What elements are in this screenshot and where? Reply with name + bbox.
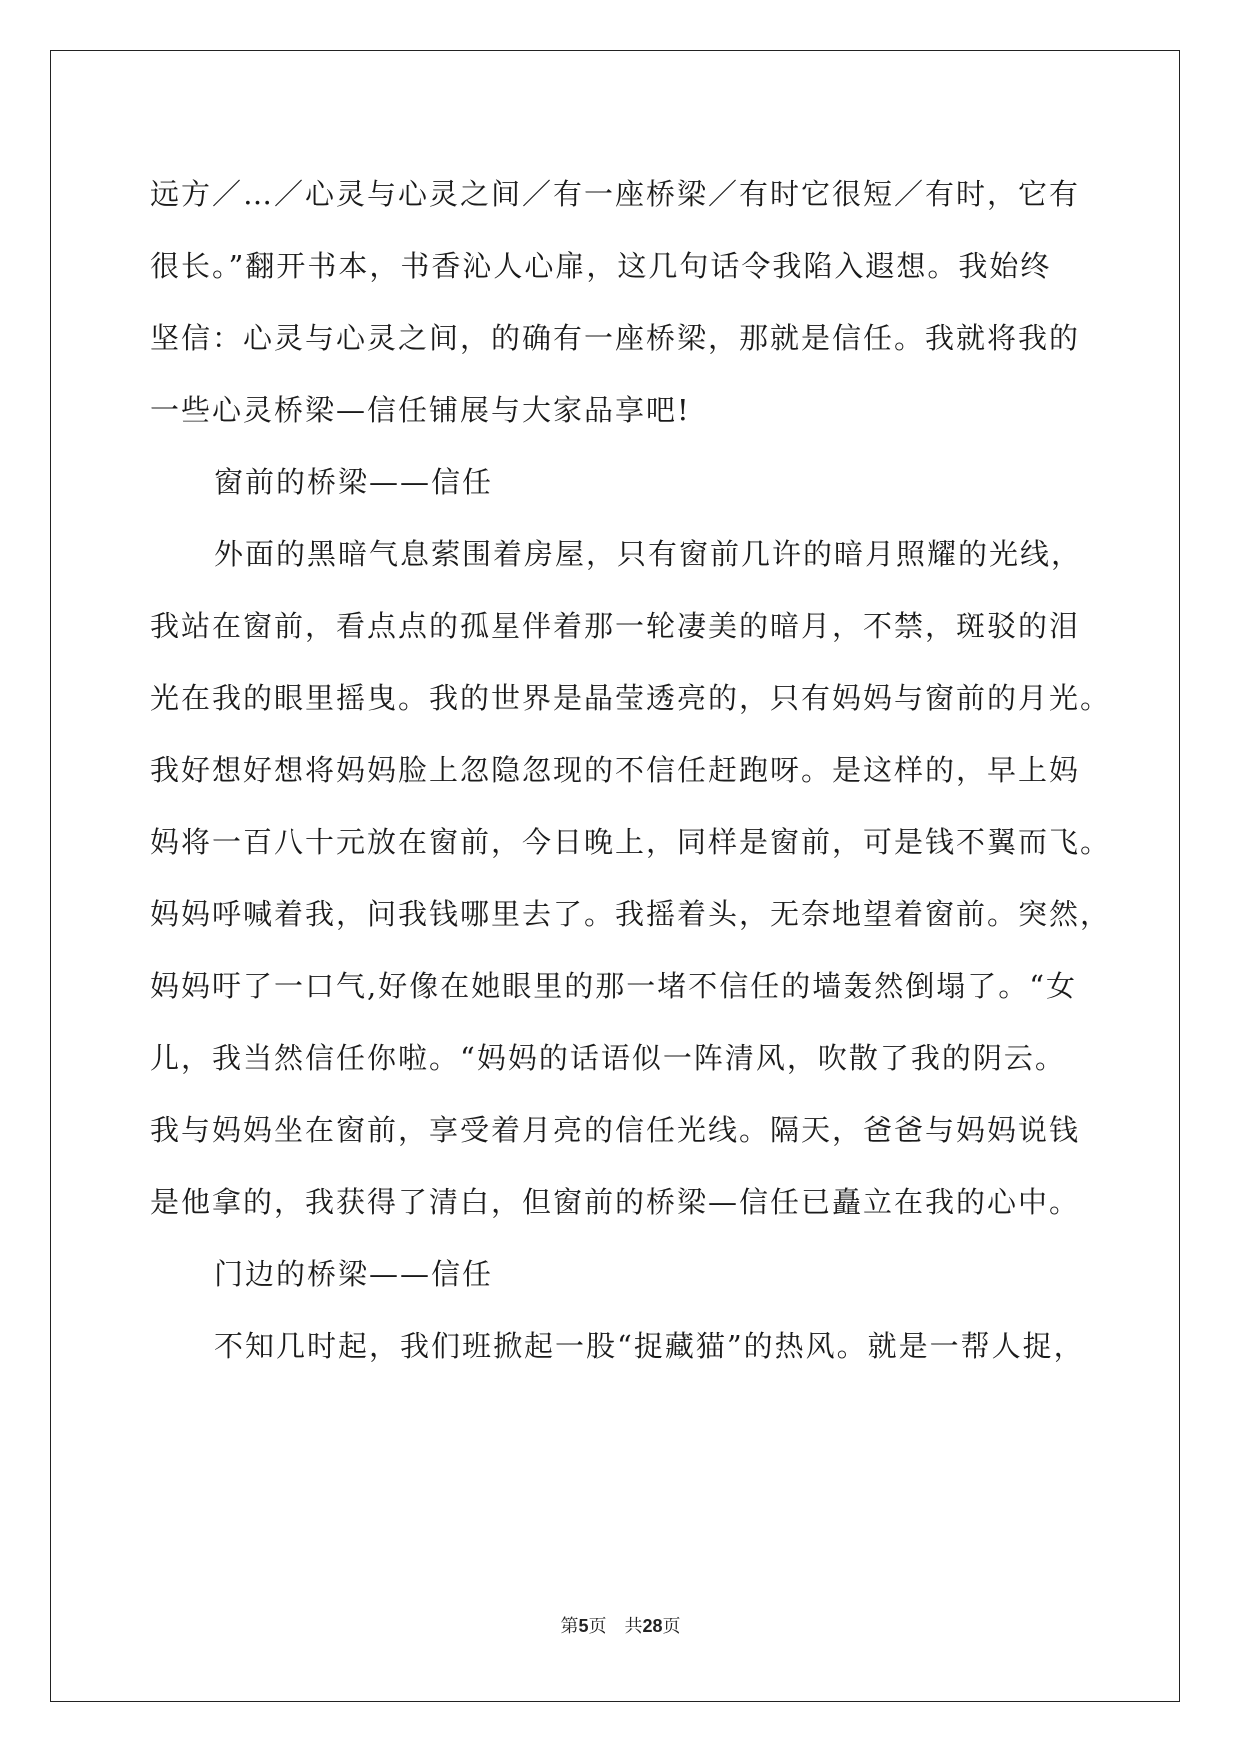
text-line: 妈妈呼喊着我，问我钱哪里去了。我摇着头，无奈地望着窗前。突然， <box>150 897 1112 931</box>
page-footer <box>0 1612 1241 1638</box>
current-page-number: 5 <box>578 1616 589 1636</box>
footer-page-suffix: 页 <box>588 1616 607 1637</box>
text-line: 一些心灵桥梁—信任铺展与大家品享吧! <box>150 393 691 427</box>
text-line: 远方／…／心灵与心灵之间／有一座桥梁／有时它很短／有时，它有 <box>150 177 1081 211</box>
section-heading: 窗前的桥梁——信任 <box>214 465 494 499</box>
total-page-number: 28 <box>642 1616 663 1636</box>
footer-total-prefix: 共 <box>624 1616 643 1637</box>
section-heading: 门边的桥梁——信任 <box>214 1257 494 1291</box>
text-line: 我站在窗前，看点点的孤星伴着那一轮凄美的暗月，不禁，斑驳的泪 <box>150 609 1081 643</box>
footer-total-suffix: 页 <box>662 1616 681 1637</box>
text-line: 很长。”翻开书本，书香沁人心扉，这几句话令我陷入遐想。我始终 <box>150 249 1052 283</box>
text-line: 妈将一百八十元放在窗前，今日晚上，同样是窗前，可是钱不翼而飞。 <box>150 825 1112 859</box>
text-line: 儿，我当然信任你啦。“妈妈的话语似一阵清风，吹散了我的阴云。 <box>150 1041 1066 1075</box>
text-line: 我与妈妈坐在窗前，享受着月亮的信任光线。隔天，爸爸与妈妈说钱 <box>150 1113 1081 1147</box>
text-line: 坚信：心灵与心灵之间，的确有一座桥梁，那就是信任。我就将我的 <box>150 321 1081 355</box>
text-line: 光在我的眼里摇曳。我的世界是晶莹透亮的，只有妈妈与窗前的月光。 <box>150 681 1112 715</box>
footer-prefix: 第 <box>560 1616 579 1637</box>
document-body <box>150 158 1112 1382</box>
text-line: 我好想好想将妈妈脸上忽隐忽现的不信任赶跑呀。是这样的，早上妈 <box>150 753 1081 787</box>
text-line: 妈妈吁了一口气,好像在她眼里的那一堵不信任的墙轰然倒塌了。“女 <box>150 969 1078 1003</box>
text-line: 不知几时起，我们班掀起一股“捉藏猫”的热风。就是一帮人捉， <box>214 1329 1085 1363</box>
text-line: 是他拿的，我获得了清白，但窗前的桥梁—信任已矗立在我的心中。 <box>150 1185 1081 1219</box>
text-line: 外面的黑暗气息萦围着房屋，只有窗前几许的暗月照耀的光线， <box>214 537 1083 571</box>
